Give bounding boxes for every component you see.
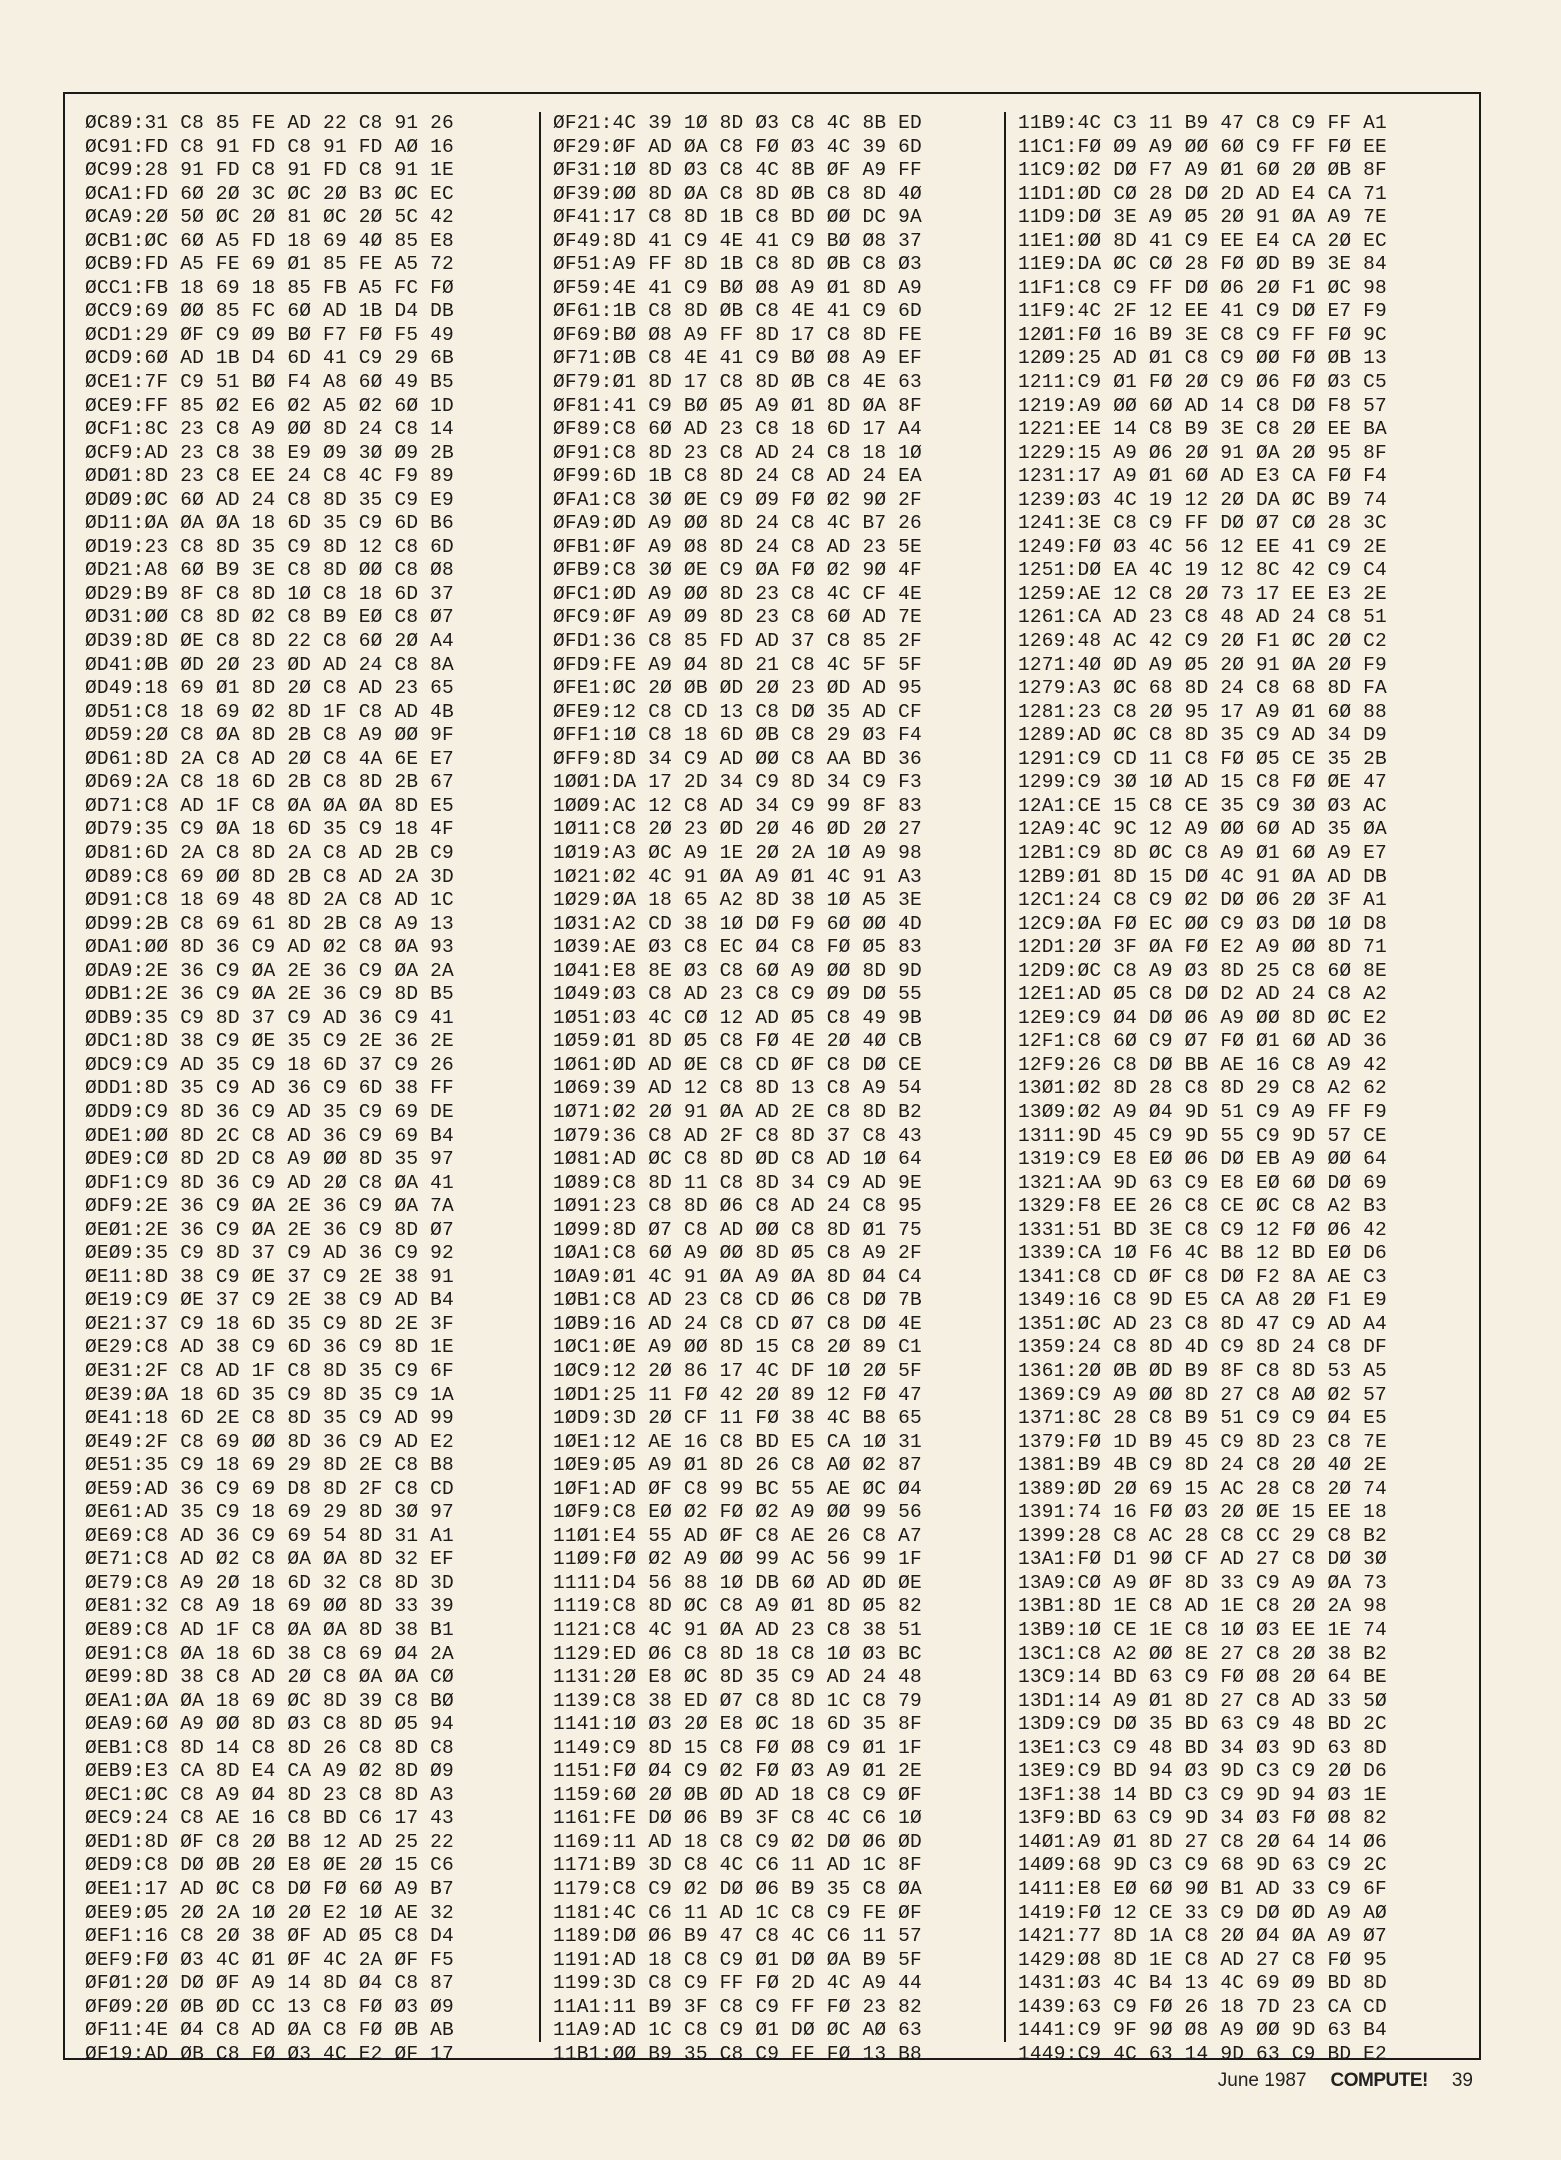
listing-line: ØCD1:29 ØF C9 Ø9 BØ F7 FØ F5 49	[85, 323, 454, 346]
listing-line: ØDC1:8D 38 C9 ØE 35 C9 2E 36 2E	[85, 1030, 454, 1053]
listing-line: 11Ø1:E4 55 AD ØF C8 AE 26 C8 A7	[553, 1524, 922, 1547]
listing-line: 1149:C9 8D 15 C8 FØ Ø8 C9 Ø1 1F	[553, 1736, 922, 1759]
listing-line: ØEA1:ØA ØA 18 69 ØC 8D 39 C8 BØ	[85, 1689, 454, 1712]
listing-line: 11Ø9:FØ Ø2 A9 ØØ 99 AC 56 99 1F	[553, 1548, 922, 1571]
listing-line: ØF81:41 C9 BØ Ø5 A9 Ø1 8D ØA 8F	[553, 394, 922, 417]
listing-line: 12D9:ØC C8 A9 Ø3 8D 25 C8 6Ø 8E	[1018, 959, 1387, 982]
listing-line: ØD49:18 69 Ø1 8D 2Ø C8 AD 23 65	[85, 677, 454, 700]
listing-line: 12A9:4C 9C 12 A9 ØØ 6Ø AD 35 ØA	[1018, 818, 1387, 841]
listing-line: 11A1:11 B9 3F C8 C9 FF FØ 23 82	[553, 1995, 922, 2018]
listing-line: ØD21:A8 6Ø B9 3E C8 8D ØØ C8 Ø8	[85, 559, 454, 582]
listing-line: 11D1:ØD CØ 28 DØ 2D AD E4 CA 71	[1018, 182, 1387, 205]
listing-line: 1289:AD ØC C8 8D 35 C9 AD 34 D9	[1018, 724, 1387, 747]
listing-line: ØD29:B9 8F C8 8D 1Ø C8 18 6D 37	[85, 582, 454, 605]
listing-column-2	[539, 112, 1006, 2065]
listing-line: ØFF9:8D 34 C9 AD ØØ C8 AA BD 36	[553, 747, 922, 770]
listing-line: 13B9:1Ø CE 1E C8 1Ø Ø3 EE 1E 74	[1018, 1619, 1387, 1641]
page-footer	[1218, 2070, 1473, 2092]
listing-column-1	[73, 112, 538, 2065]
listing-line: ØF91:C8 8D 23 C8 AD 24 C8 18 1Ø	[553, 441, 922, 464]
listing-line: 12Ø1:FØ 16 B9 3E C8 C9 FF FØ 9C	[1018, 323, 1387, 346]
listing-line: 1129:ED Ø6 C8 8D 18 C8 1Ø Ø3 BC	[553, 1642, 922, 1665]
listing-line: ØD51:C8 18 69 Ø2 8D 1F C8 AD 4B	[85, 700, 454, 723]
listing-line: ØED1:8D ØF C8 2Ø B8 12 AD 25 22	[85, 1830, 454, 1853]
listing-line: ØE59:AD 36 C9 69 D8 8D 2F C8 CD	[85, 1477, 454, 1500]
listing-line: 11A9:AD 1C C8 C9 Ø1 DØ ØC AØ 63	[553, 2019, 922, 2042]
listing-line: ØCA1:FD 6Ø 2Ø 3C ØC 2Ø B3 ØC EC	[85, 182, 454, 205]
listing-line: 1ØE1:12 AE 16 C8 BD E5 CA 1Ø 31	[553, 1430, 922, 1453]
listing-line: ØDA1:ØØ 8D 36 C9 AD Ø2 C8 ØA 93	[85, 936, 454, 959]
listing-line: 1199:3D C8 C9 FF FØ 2D 4C A9 44	[553, 1972, 922, 1995]
listing-line: ØE79:C8 A9 2Ø 18 6D 32 C8 8D 3D	[85, 1571, 454, 1594]
listing-line: 1Ø21:Ø2 4C 91 ØA A9 Ø1 4C 91 A3	[553, 865, 922, 888]
listing-line: 12Ø9:25 AD Ø1 C8 C9 ØØ FØ ØB 13	[1018, 347, 1387, 370]
issue-date: June 1987	[1217, 2070, 1307, 2091]
listing-line: ØDØ9:ØC 6Ø AD 24 C8 8D 35 C9 E9	[85, 488, 454, 511]
listing-line: 1ØB9:16 AD 24 C8 CD Ø7 C8 DØ 4E	[553, 1312, 922, 1335]
listing-line: 13B1:8D 1E C8 AD 1E C8 2Ø 2A 98	[1018, 1595, 1387, 1618]
listing-line: ØEE9:Ø5 2Ø 2A 1Ø 2Ø E2 1Ø AE 32	[85, 1901, 454, 1924]
listing-line: 11B1:ØØ B9 35 C8 C9 FF FØ 13 B8	[553, 2042, 922, 2065]
listing-line: 1ØØ1:DA 17 2D 34 C9 8D 34 C9 F3	[553, 771, 922, 794]
listing-line: 13D9:C9 DØ 35 BD 63 C9 48 BD 2C	[1018, 1713, 1387, 1736]
listing-line: ØF99:6D 1B C8 8D 24 C8 AD 24 EA	[553, 465, 922, 488]
listing-line: 1369:C9 A9 ØØ 8D 27 C8 AØ Ø2 57	[1018, 1383, 1387, 1406]
listing-line: ØDD1:8D 35 C9 AD 36 C9 6D 38 FF	[85, 1077, 454, 1100]
listing-line: ØD81:6D 2A C8 8D 2A C8 AD 2B C9	[85, 841, 454, 864]
listing-line: ØF41:17 C8 8D 1B C8 BD ØØ DC 9A	[553, 206, 922, 229]
listing-line: ØF71:ØB C8 4E 41 C9 BØ Ø8 A9 EF	[553, 347, 922, 370]
listing-line: ØFD9:FE A9 Ø4 8D 21 C8 4C 5F 5F	[553, 653, 922, 676]
listing-line: ØE21:37 C9 18 6D 35 C9 8D 2E 3F	[85, 1312, 454, 1335]
listing-line: ØE69:C8 AD 36 C9 69 54 8D 31 A1	[85, 1524, 454, 1547]
listing-line: 1361:2Ø ØB ØD B9 8F C8 8D 53 A5	[1018, 1359, 1387, 1382]
listing-line: 1339:CA 1Ø F6 4C B8 12 BD EØ D6	[1018, 1242, 1387, 1265]
listing-line: ØD71:C8 AD 1F C8 ØA ØA ØA 8D E5	[85, 794, 454, 817]
listing-line: ØF89:C8 6Ø AD 23 C8 18 6D 17 A4	[553, 418, 922, 441]
listing-line: 12F1:C8 6Ø C9 Ø7 FØ Ø1 6Ø AD 36	[1018, 1030, 1387, 1053]
listing-line: ØFD1:36 C8 85 FD AD 37 C8 85 2F	[553, 630, 922, 653]
listing-line: 1351:ØC AD 23 C8 8D 47 C9 AD A4	[1018, 1312, 1387, 1335]
listing-line: 12C9:ØA FØ EC ØØ C9 Ø3 DØ 1Ø D8	[1018, 912, 1387, 935]
listing-line: ØD91:C8 18 69 48 8D 2A C8 AD 1C	[85, 889, 454, 912]
listing-line: ØEB1:C8 8D 14 C8 8D 26 C8 8D C8	[85, 1736, 454, 1759]
listing-line: 11C9:Ø2 DØ F7 A9 Ø1 6Ø 2Ø ØB 8F	[1018, 159, 1387, 182]
listing-line: ØE71:C8 AD Ø2 C8 ØA ØA 8D 32 EF	[85, 1548, 454, 1571]
listing-line: ØD41:ØB ØD 2Ø 23 ØD AD 24 C8 8A	[85, 653, 454, 676]
listing-line: ØFB9:C8 3Ø ØE C9 ØA FØ Ø2 9Ø 4F	[553, 559, 922, 582]
listing-line: ØFE9:12 C8 CD 13 C8 DØ 35 AD CF	[553, 700, 922, 723]
listing-line: 1249:FØ Ø3 4C 56 12 EE 41 C9 2E	[1018, 535, 1387, 558]
listing-line: 1449:C9 4C 63 14 9D 63 C9 BD E2	[1018, 2042, 1387, 2065]
listing-line: ØC99:28 91 FD C8 91 FD C8 91 1E	[85, 159, 454, 182]
listing-line: 12D1:2Ø 3F ØA FØ E2 A9 ØØ 8D 71	[1018, 936, 1387, 959]
listing-line: ØDB1:2E 36 C9 ØA 2E 36 C9 8D B5	[85, 983, 454, 1006]
listing-line: 1181:4C C6 11 AD 1C C8 C9 FE ØF	[553, 1901, 922, 1924]
listing-line: 13F1:38 14 BD C3 C9 9D 94 Ø3 1E	[1018, 1783, 1387, 1806]
listing-line: 11F1:C8 C9 FF DØ Ø6 2Ø F1 ØC 98	[1018, 276, 1387, 299]
listing-line: ØDF1:C9 8D 36 C9 AD 2Ø C8 ØA 41	[85, 1171, 454, 1194]
listing-line: 11F9:4C 2F 12 EE 41 C9 DØ E7 F9	[1018, 300, 1387, 323]
listing-line: ØCE1:7F C9 51 BØ F4 A8 6Ø 49 B5	[85, 371, 454, 394]
listing-line: 1271:4Ø ØD A9 Ø5 2Ø 91 ØA 2Ø F9	[1018, 653, 1387, 676]
listing-line: 1159:6Ø 2Ø ØB ØD AD 18 C8 C9 ØF	[553, 1783, 922, 1806]
listing-line: 1ØE9:Ø5 A9 Ø1 8D 26 C8 AØ Ø2 87	[553, 1454, 922, 1477]
listing-line: 1ØØ9:AC 12 C8 AD 34 C9 99 8F 83	[553, 794, 922, 817]
listing-line: ØD99:2B C8 69 61 8D 2B C8 A9 13	[85, 912, 454, 935]
listing-line: 1ØA1:C8 6Ø A9 ØØ 8D Ø5 C8 A9 2F	[553, 1242, 922, 1265]
listing-column-3	[1004, 112, 1471, 2065]
listing-line: ØF11:4E Ø4 C8 AD ØA C8 FØ ØB AB	[85, 2019, 454, 2042]
listing-line: 1291:C9 CD 11 C8 FØ Ø5 CE 35 2B	[1018, 747, 1387, 770]
listing-line: 1121:C8 4C 91 ØA AD 23 C8 38 51	[553, 1619, 922, 1641]
listing-line: ØD89:C8 69 ØØ 8D 2B C8 AD 2A 3D	[85, 865, 454, 888]
listing-line: ØF31:1Ø 8D Ø3 C8 4C 8B ØF A9 FF	[553, 159, 922, 182]
listing-line: ØF51:A9 FF 8D 1B C8 8D ØB C8 Ø3	[553, 253, 922, 276]
listing-line: 1Ø29:ØA 18 65 A2 8D 38 1Ø A5 3E	[553, 889, 922, 912]
listing-line: 1171:B9 3D C8 4C C6 11 AD 1C 8F	[553, 1854, 922, 1877]
listing-line: 1Ø39:AE Ø3 C8 EC Ø4 C8 FØ Ø5 83	[553, 936, 922, 959]
listing-line: ØFA1:C8 3Ø ØE C9 Ø9 FØ Ø2 9Ø 2F	[553, 488, 922, 511]
listing-line: 1441:C9 9F 9Ø Ø8 A9 ØØ 9D 63 B4	[1018, 2019, 1387, 2042]
listing-line: 1189:DØ Ø6 B9 47 C8 4C C6 11 57	[553, 1925, 922, 1948]
listing-line: ØCE9:FF 85 Ø2 E6 Ø2 A5 Ø2 6Ø 1D	[85, 394, 454, 417]
listing-line: ØE49:2F C8 69 ØØ 8D 36 C9 AD E2	[85, 1430, 454, 1453]
listing-line: 1Ø99:8D Ø7 C8 AD ØØ C8 8D Ø1 75	[553, 1218, 922, 1241]
listing-line: 1131:2Ø E8 ØC 8D 35 C9 AD 24 48	[553, 1666, 922, 1689]
listing-line: ØE61:AD 35 C9 18 69 29 8D 3Ø 97	[85, 1501, 454, 1524]
listing-line: 1191:AD 18 C8 C9 Ø1 DØ ØA B9 5F	[553, 1948, 922, 1971]
listing-line: 1389:ØD 2Ø 69 15 AC 28 C8 2Ø 74	[1018, 1477, 1387, 1500]
listing-line: ØE89:C8 AD 1F C8 ØA ØA 8D 38 B1	[85, 1619, 454, 1641]
listing-line: ØE19:C9 ØE 37 C9 2E 38 C9 AD B4	[85, 1289, 454, 1312]
listing-line: 1381:B9 4B C9 8D 24 C8 2Ø 4Ø 2E	[1018, 1454, 1387, 1477]
listing-line: 13D1:14 A9 Ø1 8D 27 C8 AD 33 5Ø	[1018, 1689, 1387, 1712]
listing-line: 1Ø49:Ø3 C8 AD 23 C8 C9 Ø9 DØ 55	[553, 983, 922, 1006]
listing-line: 1161:FE DØ Ø6 B9 3F C8 4C C6 1Ø	[553, 1807, 922, 1830]
listing-line: ØE99:8D 38 C8 AD 2Ø C8 ØA ØA CØ	[85, 1666, 454, 1689]
listing-line: 1Ø19:A3 ØC A9 1E 2Ø 2A 1Ø A9 98	[553, 841, 922, 864]
listing-line: 1421:77 8D 1A C8 2Ø Ø4 ØA A9 Ø7	[1018, 1925, 1387, 1948]
listing-line: 1Ø11:C8 2Ø 23 ØD 2Ø 46 ØD 2Ø 27	[553, 818, 922, 841]
listing-line: 1281:23 C8 2Ø 95 17 A9 Ø1 6Ø 88	[1018, 700, 1387, 723]
listing-line: ØF29:ØF AD ØA C8 FØ Ø3 4C 39 6D	[553, 135, 922, 158]
listing-line: 12C1:24 C8 C9 Ø2 DØ Ø6 2Ø 3F A1	[1018, 889, 1387, 912]
listing-line: 1Ø61:ØD AD ØE C8 CD ØF C8 DØ CE	[553, 1053, 922, 1076]
listing-line: ØEØ1:2E 36 C9 ØA 2E 36 C9 8D Ø7	[85, 1218, 454, 1241]
listing-line: 1239:Ø3 4C 19 12 2Ø DA ØC B9 74	[1018, 488, 1387, 511]
listing-line: ØDF9:2E 36 C9 ØA 2E 36 C9 ØA 7A	[85, 1195, 454, 1218]
listing-line: 13A9:CØ A9 ØF 8D 33 C9 A9 ØA 73	[1018, 1571, 1387, 1594]
listing-line: ØE91:C8 ØA 18 6D 38 C8 69 Ø4 2A	[85, 1642, 454, 1665]
listing-line: 1311:9D 45 C9 9D 55 C9 9D 57 CE	[1018, 1124, 1387, 1147]
listing-line: ØFC9:ØF A9 Ø9 8D 23 C8 6Ø AD 7E	[553, 606, 922, 629]
listing-line: 1Ø71:Ø2 2Ø 91 ØA AD 2E C8 8D B2	[553, 1100, 922, 1123]
listing-line: ØD11:ØA ØA ØA 18 6D 35 C9 6D B6	[85, 512, 454, 535]
listing-line: ØCC9:69 ØØ 85 FC 6Ø AD 1B D4 DB	[85, 300, 454, 323]
listing-line: ØFA9:ØD A9 ØØ 8D 24 C8 4C B7 26	[553, 512, 922, 535]
listing-line: 1391:74 16 FØ Ø3 2Ø ØE 15 EE 18	[1018, 1501, 1387, 1524]
listing-line: ØCB9:FD A5 FE 69 Ø1 85 FE A5 72	[85, 253, 454, 276]
listing-line: ØEB9:E3 CA 8D E4 CA A9 Ø2 8D Ø9	[85, 1760, 454, 1783]
listing-line: 1ØF9:C8 EØ Ø2 FØ Ø2 A9 ØØ 99 56	[553, 1501, 922, 1524]
listing-line: ØD61:8D 2A C8 AD 2Ø C8 4A 6E E7	[85, 747, 454, 770]
listing-line: 12A1:CE 15 C8 CE 35 C9 3Ø Ø3 AC	[1018, 794, 1387, 817]
listing-line: 1241:3E C8 C9 FF DØ Ø7 CØ 28 3C	[1018, 512, 1387, 535]
listing-line: 1ØF1:AD ØF C8 99 BC 55 AE ØC Ø4	[553, 1477, 922, 1500]
listing-line: ØF61:1B C8 8D ØB C8 4E 41 C9 6D	[553, 300, 922, 323]
listing-line: ØE29:C8 AD 38 C9 6D 36 C9 8D 1E	[85, 1336, 454, 1359]
listing-line: ØC89:31 C8 85 FE AD 22 C8 91 26	[85, 112, 454, 134]
listing-line: ØF19:AD ØB C8 FØ Ø3 4C E2 ØF 17	[85, 2042, 454, 2065]
listing-line: ØEC1:ØC C8 A9 Ø4 8D 23 C8 8D A3	[85, 1783, 454, 1806]
listing-line: 1Ø79:36 C8 AD 2F C8 8D 37 C8 43	[553, 1124, 922, 1147]
listing-line: ØF21:4C 39 1Ø 8D Ø3 C8 4C 8B ED	[553, 112, 922, 134]
listing-line: 1ØA9:Ø1 4C 91 ØA A9 ØA 8D Ø4 C4	[553, 1265, 922, 1288]
listing-line: ØDØ1:8D 23 C8 EE 24 C8 4C F9 89	[85, 465, 454, 488]
listing-line: ØD69:2A C8 18 6D 2B C8 8D 2B 67	[85, 771, 454, 794]
listing-line: ØFF1:1Ø C8 18 6D ØB C8 29 Ø3 F4	[553, 724, 922, 747]
listing-line: 13E1:C3 C9 48 BD 34 Ø3 9D 63 8D	[1018, 1736, 1387, 1759]
listing-line: 1229:15 A9 Ø6 2Ø 91 ØA 2Ø 95 8F	[1018, 441, 1387, 464]
listing-line: ØF59:4E 41 C9 BØ Ø8 A9 Ø1 8D A9	[553, 276, 922, 299]
listing-line: 13C9:14 BD 63 C9 FØ Ø8 2Ø 64 BE	[1018, 1666, 1387, 1689]
listing-line: ØDE1:ØØ 8D 2C C8 AD 36 C9 69 B4	[85, 1124, 454, 1147]
listing-line: 1331:51 BD 3E C8 C9 12 FØ Ø6 42	[1018, 1218, 1387, 1241]
listing-line: 1349:16 C8 9D E5 CA A8 2Ø F1 E9	[1018, 1289, 1387, 1312]
listing-line: 1221:EE 14 C8 B9 3E C8 2Ø EE BA	[1018, 418, 1387, 441]
listing-line: 12B9:Ø1 8D 15 DØ 4C 91 ØA AD DB	[1018, 865, 1387, 888]
listing-line: 1Ø91:23 C8 8D Ø6 C8 AD 24 C8 95	[553, 1195, 922, 1218]
listing-line: ØE81:32 C8 A9 18 69 ØØ 8D 33 39	[85, 1595, 454, 1618]
page-number: 39	[1451, 2070, 1473, 2091]
listing-line: ØFB1:ØF A9 Ø8 8D 24 C8 AD 23 5E	[553, 535, 922, 558]
listing-line: 14Ø9:68 9D C3 C9 68 9D 63 C9 2C	[1018, 1854, 1387, 1877]
listing-line: 1319:C9 E8 EØ Ø6 DØ EB A9 ØØ 64	[1018, 1148, 1387, 1171]
listing-line: 1ØC9:12 2Ø 86 17 4C DF 1Ø 2Ø 5F	[553, 1359, 922, 1382]
listing-line: 1439:63 C9 FØ 26 18 7D 23 CA CD	[1018, 1995, 1387, 2018]
listing-line: ØFØ1:2Ø DØ ØF A9 14 8D Ø4 C8 87	[85, 1972, 454, 1995]
listing-line: 1Ø59:Ø1 8D Ø5 C8 FØ 4E 2Ø 4Ø CB	[553, 1030, 922, 1053]
listing-line: ØCC1:FB 18 69 18 85 FB A5 FC FØ	[85, 276, 454, 299]
listing-line: ØE11:8D 38 C9 ØE 37 C9 2E 38 91	[85, 1265, 454, 1288]
listing-line: ØCB1:ØC 6Ø A5 FD 18 69 4Ø 85 E8	[85, 229, 454, 252]
listing-line: ØFØ9:2Ø ØB ØD CC 13 C8 FØ Ø3 Ø9	[85, 1995, 454, 2018]
listing-line: 13Ø9:Ø2 A9 Ø4 9D 51 C9 A9 FF F9	[1018, 1100, 1387, 1123]
listing-line: 1341:C8 CD ØF C8 DØ F2 8A AE C3	[1018, 1265, 1387, 1288]
listing-line: ØDB9:35 C9 8D 37 C9 AD 36 C9 41	[85, 1006, 454, 1029]
listing-line: 1211:C9 Ø1 FØ 2Ø C9 Ø6 FØ Ø3 C5	[1018, 371, 1387, 394]
listing-line: ØDD9:C9 8D 36 C9 AD 35 C9 69 DE	[85, 1100, 454, 1123]
listing-line: ØEC9:24 C8 AE 16 C8 BD C6 17 43	[85, 1807, 454, 1830]
listing-line: 1Ø51:Ø3 4C CØ 12 AD Ø5 C8 49 9B	[553, 1006, 922, 1029]
listing-line: 1411:E8 EØ 6Ø 9Ø B1 AD 33 C9 6F	[1018, 1878, 1387, 1901]
listing-line: 1119:C8 8D ØC C8 A9 Ø1 8D Ø5 82	[553, 1595, 922, 1618]
listing-line: ØE51:35 C9 18 69 29 8D 2E C8 B8	[85, 1454, 454, 1477]
listing-line: 1179:C8 C9 Ø2 DØ Ø6 B9 35 C8 ØA	[553, 1878, 922, 1901]
listing-line: 1ØB1:C8 AD 23 C8 CD Ø6 C8 DØ 7B	[553, 1289, 922, 1312]
listing-line: 1379:FØ 1D B9 45 C9 8D 23 C8 7E	[1018, 1430, 1387, 1453]
listing-line: 12B1:C9 8D ØC C8 A9 Ø1 6Ø A9 E7	[1018, 841, 1387, 864]
listing-line: 12E1:AD Ø5 C8 DØ D2 AD 24 C8 A2	[1018, 983, 1387, 1006]
listing-line: ØE41:18 6D 2E C8 8D 35 C9 AD 99	[85, 1407, 454, 1430]
listing-line: 1299:C9 3Ø 1Ø AD 15 C8 FØ ØE 47	[1018, 771, 1387, 794]
listing-line: 1Ø41:E8 8E Ø3 C8 6Ø A9 ØØ 8D 9D	[553, 959, 922, 982]
listing-line: ØDA9:2E 36 C9 ØA 2E 36 C9 ØA 2A	[85, 959, 454, 982]
listing-line: 1Ø69:39 AD 12 C8 8D 13 C8 A9 54	[553, 1077, 922, 1100]
listing-line: 1ØD1:25 11 FØ 42 2Ø 89 12 FØ 47	[553, 1383, 922, 1406]
listing-line: 12F9:26 C8 DØ BB AE 16 C8 A9 42	[1018, 1053, 1387, 1076]
listing-line: ØEE1:17 AD ØC C8 DØ FØ 6Ø A9 B7	[85, 1878, 454, 1901]
hex-listing-box	[63, 92, 1481, 2065]
listing-line: ØEA9:6Ø A9 ØØ 8D Ø3 C8 8D Ø5 94	[85, 1713, 454, 1736]
listing-line: 1111:D4 56 88 1Ø DB 6Ø AD ØD ØE	[553, 1571, 922, 1594]
listing-line: 1ØC1:ØE A9 ØØ 8D 15 C8 2Ø 89 C1	[553, 1336, 922, 1359]
listing-line: ØD19:23 C8 8D 35 C9 8D 12 C8 6D	[85, 535, 454, 558]
listing-line: 1321:AA 9D 63 C9 E8 EØ 6Ø DØ 69	[1018, 1171, 1387, 1194]
listing-line: 11E1:ØØ 8D 41 C9 EE E4 CA 2Ø EC	[1018, 229, 1387, 252]
listing-line: ØD59:2Ø C8 ØA 8D 2B C8 A9 ØØ 9F	[85, 724, 454, 747]
listing-line: 1141:1Ø Ø3 2Ø E8 ØC 18 6D 35 8F	[553, 1713, 922, 1736]
listing-line: 1429:Ø8 8D 1E C8 AD 27 C8 FØ 95	[1018, 1948, 1387, 1971]
listing-line: 13E9:C9 BD 94 Ø3 9D C3 C9 2Ø D6	[1018, 1760, 1387, 1783]
listing-line: 1269:48 AC 42 C9 2Ø F1 ØC 2Ø C2	[1018, 630, 1387, 653]
listing-line: 14Ø1:A9 Ø1 8D 27 C8 2Ø 64 14 Ø6	[1018, 1830, 1387, 1853]
listing-line: ØED9:C8 DØ ØB 2Ø E8 ØE 2Ø 15 C6	[85, 1854, 454, 1877]
listing-line: 1231:17 A9 Ø1 6Ø AD E3 CA FØ F4	[1018, 465, 1387, 488]
listing-line: 1399:28 C8 AC 28 C8 CC 29 C8 B2	[1018, 1524, 1387, 1547]
listing-line: ØE39:ØA 18 6D 35 C9 8D 35 C9 1A	[85, 1383, 454, 1406]
listing-line: 13A1:FØ D1 9Ø CF AD 27 C8 DØ 3Ø	[1018, 1548, 1387, 1571]
listing-line: 1Ø31:A2 CD 38 1Ø DØ F9 6Ø ØØ 4D	[553, 912, 922, 935]
listing-line: ØEØ9:35 C9 8D 37 C9 AD 36 C9 92	[85, 1242, 454, 1265]
listing-line: ØCA9:2Ø 5Ø ØC 2Ø 81 ØC 2Ø 5C 42	[85, 206, 454, 229]
listing-line: ØE31:2F C8 AD 1F C8 8D 35 C9 6F	[85, 1359, 454, 1382]
listing-line: 1419:FØ 12 CE 33 C9 DØ ØD A9 AØ	[1018, 1901, 1387, 1924]
listing-line: ØD79:35 C9 ØA 18 6D 35 C9 18 4F	[85, 818, 454, 841]
listing-line: ØF79:Ø1 8D 17 C8 8D ØB C8 4E 63	[553, 371, 922, 394]
listing-line: ØDC9:C9 AD 35 C9 18 6D 37 C9 26	[85, 1053, 454, 1076]
listing-line: ØD31:ØØ C8 8D Ø2 C8 B9 EØ C8 Ø7	[85, 606, 454, 629]
listing-line: 1Ø89:C8 8D 11 C8 8D 34 C9 AD 9E	[553, 1171, 922, 1194]
listing-line: ØCF9:AD 23 C8 38 E9 Ø9 3Ø Ø9 2B	[85, 441, 454, 464]
listing-line: ØDE9:CØ 8D 2D C8 A9 ØØ 8D 35 97	[85, 1148, 454, 1171]
listing-line: ØD39:8D ØE C8 8D 22 C8 6Ø 2Ø A4	[85, 630, 454, 653]
magazine-name: COMPUTE!	[1330, 2070, 1428, 2091]
listing-line: 1151:FØ Ø4 C9 Ø2 FØ Ø3 A9 Ø1 2E	[553, 1760, 922, 1783]
listing-line: 1169:11 AD 18 C8 C9 Ø2 DØ Ø6 ØD	[553, 1830, 922, 1853]
listing-line: ØF49:8D 41 C9 4E 41 C9 BØ Ø8 37	[553, 229, 922, 252]
listing-line: 1Ø81:AD ØC C8 8D ØD C8 AD 1Ø 64	[553, 1148, 922, 1171]
listing-line: 11D9:DØ 3E A9 Ø5 2Ø 91 ØA A9 7E	[1018, 206, 1387, 229]
listing-line: 1219:A9 ØØ 6Ø AD 14 C8 DØ F8 57	[1018, 394, 1387, 417]
listing-line: 1261:CA AD 23 C8 48 AD 24 C8 51	[1018, 606, 1387, 629]
listing-line: 1139:C8 38 ED Ø7 C8 8D 1C C8 79	[553, 1689, 922, 1712]
listing-line: 1329:F8 EE 26 C8 CE ØC C8 A2 B3	[1018, 1195, 1387, 1218]
listing-line: 1359:24 C8 8D 4D C9 8D 24 C8 DF	[1018, 1336, 1387, 1359]
listing-line: 11B9:4C C3 11 B9 47 C8 C9 FF A1	[1018, 112, 1387, 134]
listing-line: 1279:A3 ØC 68 8D 24 C8 68 8D FA	[1018, 677, 1387, 700]
listing-line: ØCF1:8C 23 C8 A9 ØØ 8D 24 C8 14	[85, 418, 454, 441]
listing-line: ØFE1:ØC 2Ø ØB ØD 2Ø 23 ØD AD 95	[553, 677, 922, 700]
listing-line: ØF69:BØ Ø8 A9 FF 8D 17 C8 8D FE	[553, 323, 922, 346]
listing-line: 12E9:C9 Ø4 DØ Ø6 A9 ØØ 8D ØC E2	[1018, 1006, 1387, 1029]
listing-line: 13C1:C8 A2 ØØ 8E 27 C8 2Ø 38 B2	[1018, 1642, 1387, 1665]
listing-line: 1259:AE 12 C8 2Ø 73 17 EE E3 2E	[1018, 582, 1387, 605]
listing-line: 11E9:DA ØC CØ 28 FØ ØD B9 3E 84	[1018, 253, 1387, 276]
listing-line: ØF39:ØØ 8D ØA C8 8D ØB C8 8D 4Ø	[553, 182, 922, 205]
listing-line: ØEF1:16 C8 2Ø 38 ØF AD Ø5 C8 D4	[85, 1925, 454, 1948]
listing-line: 13F9:BD 63 C9 9D 34 Ø3 FØ Ø8 82	[1018, 1807, 1387, 1830]
listing-line: 1431:Ø3 4C B4 13 4C 69 Ø9 BD 8D	[1018, 1972, 1387, 1995]
listing-line: ØFC1:ØD A9 ØØ 8D 23 C8 4C CF 4E	[553, 582, 922, 605]
listing-line: 1251:DØ EA 4C 19 12 8C 42 C9 C4	[1018, 559, 1387, 582]
listing-line: 1371:8C 28 C8 B9 51 C9 C9 Ø4 E5	[1018, 1407, 1387, 1430]
listing-line: ØC91:FD C8 91 FD C8 91 FD AØ 16	[85, 135, 454, 158]
listing-line: 11C1:FØ Ø9 A9 ØØ 6Ø C9 FF FØ EE	[1018, 135, 1387, 158]
listing-line: ØEF9:FØ Ø3 4C Ø1 ØF 4C 2A ØF F5	[85, 1948, 454, 1971]
listing-line: 1ØD9:3D 2Ø CF 11 FØ 38 4C B8 65	[553, 1407, 922, 1430]
listing-line: 13Ø1:Ø2 8D 28 C8 8D 29 C8 A2 62	[1018, 1077, 1387, 1100]
listing-line: ØCD9:6Ø AD 1B D4 6D 41 C9 29 6B	[85, 347, 454, 370]
